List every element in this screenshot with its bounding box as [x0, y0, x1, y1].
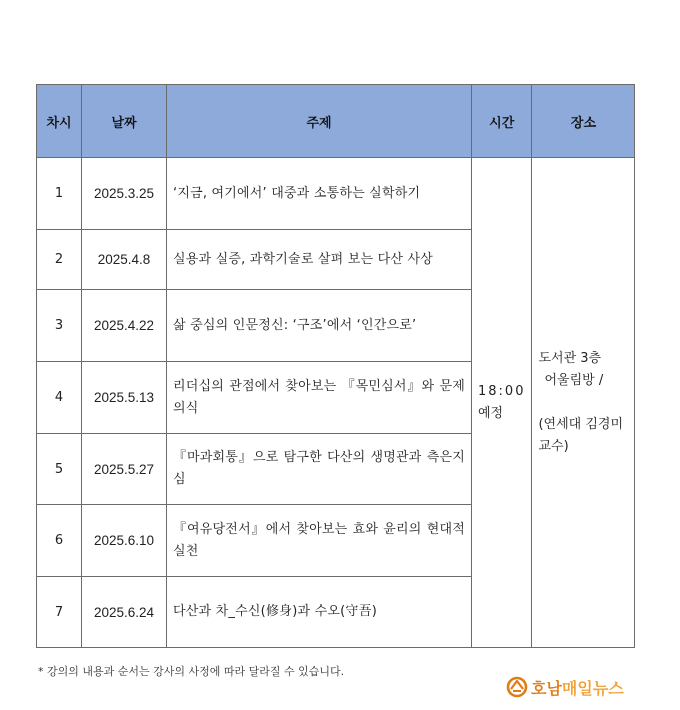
session-number: 7: [37, 577, 82, 648]
header-topic: 주제: [167, 85, 472, 158]
place-spacer: [538, 392, 628, 414]
footnote: * 강의의 내용과 순서는 강사의 사정에 따라 달라질 수 있습니다.: [38, 665, 345, 678]
header-row: [37, 85, 635, 158]
session-date: 2025.3.25: [82, 158, 167, 230]
header-time: 시간: [472, 85, 532, 158]
schedule-table: [36, 84, 635, 648]
session-topic: 『마과회통』으로 탐구한 다산의 생명관과 측은지심: [167, 434, 472, 505]
session-date: 2025.5.13: [82, 362, 167, 434]
place-line: 어울림방 /: [544, 372, 604, 388]
logo-text-secondary: 매일뉴스: [561, 678, 624, 698]
header-date: 날짜: [82, 85, 167, 158]
session-number: 4: [37, 362, 82, 434]
time-note: 예정: [478, 405, 504, 421]
table-row: [37, 158, 635, 230]
session-number: 3: [37, 290, 82, 362]
session-number: 2: [37, 230, 82, 290]
session-topic: 『여유당전서』에서 찾아보는 효와 윤리의 현대적 실천: [167, 505, 472, 577]
place-line: 교수): [538, 438, 569, 454]
time-cell: [472, 158, 532, 648]
session-topic: 실용과 실증, 과학기술로 살펴 보는 다산 사상: [167, 230, 472, 290]
session-number: 6: [37, 505, 82, 577]
session-date: 2025.6.10: [82, 505, 167, 577]
session-date: 2025.5.27: [82, 434, 167, 505]
logo-text-primary: 호남: [531, 678, 562, 698]
place-line: (연세대 김경미: [538, 416, 624, 432]
header-session: 차시: [37, 85, 82, 158]
publisher-logo: [506, 674, 624, 700]
session-topic: ‘지금, 여기에서’ 대중과 소통하는 실학하기: [167, 158, 472, 230]
place-cell: [532, 158, 635, 648]
session-date: 2025.6.24: [82, 577, 167, 648]
place-line: 도서관 3층: [538, 350, 602, 366]
session-number: 1: [37, 158, 82, 230]
session-topic: 다산과 차_수신(修身)과 수오(守吾): [167, 577, 472, 648]
session-date: 2025.4.8: [82, 230, 167, 290]
header-place: 장소: [532, 85, 635, 158]
session-date: 2025.4.22: [82, 290, 167, 362]
logo-mark-icon: [506, 676, 528, 698]
time-value: 18:00: [478, 383, 526, 399]
session-topic: 삶 중심의 인문정신: ‘구조’에서 ‘인간으로’: [167, 290, 472, 362]
session-topic: 리더십의 관점에서 찾아보는 『목민심서』와 문제의식: [167, 362, 472, 434]
session-number: 5: [37, 434, 82, 505]
